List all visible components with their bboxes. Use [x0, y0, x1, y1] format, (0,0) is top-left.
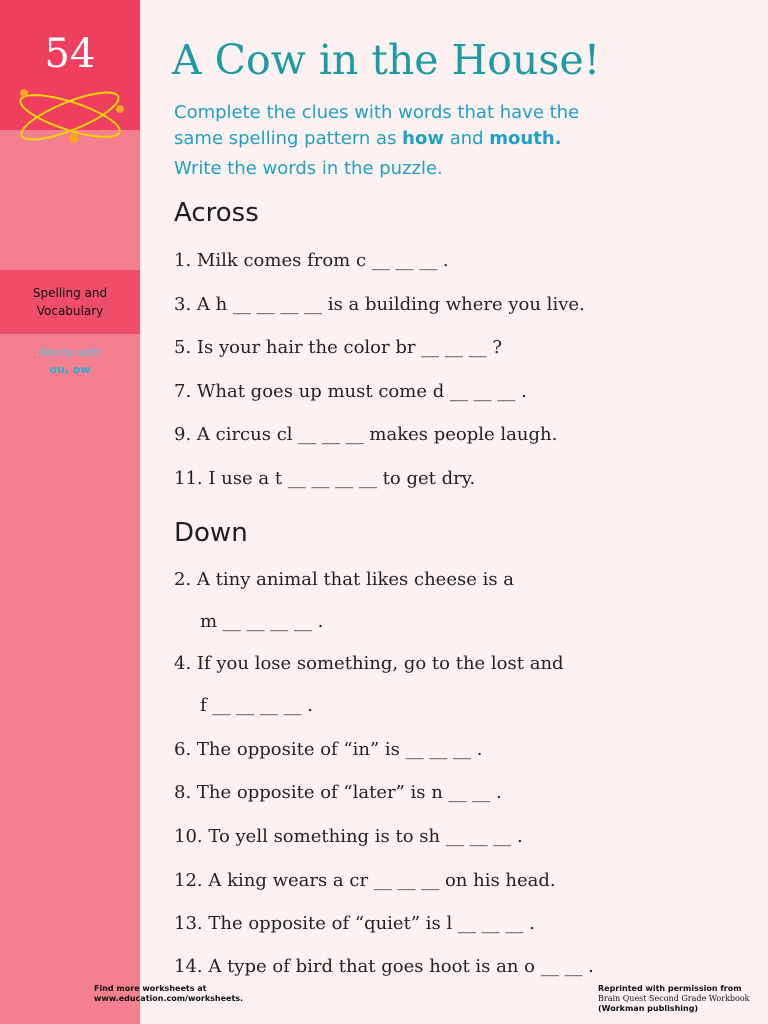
- footer-credit: Reprinted with permission from Brain Quest Second Grade Workbook (Workman publishing): [598, 984, 750, 1013]
- instructions-line-2: same spelling pattern as how and mouth.: [174, 128, 562, 149]
- instructions: [174, 100, 754, 182]
- across-clue: 7. What goes up must come d __ __ __ .: [174, 381, 527, 402]
- across-clue: 9. A circus cl __ __ __ makes people laugh.: [174, 424, 558, 445]
- across-clue: 11. I use a t __ __ __ __ to get dry.: [174, 468, 476, 489]
- instructions-line-1: Complete the clues with words that have the: [174, 102, 580, 123]
- down-clue-answer: f __ __ __ __ .: [200, 695, 313, 716]
- atom-orbit-icon: [10, 80, 130, 152]
- down-clue: 4. If you lose something, go to the lost and: [174, 653, 564, 674]
- across-clue: 1. Milk comes from c __ __ __ .: [174, 250, 449, 271]
- down-clue: 10. To yell something is to sh __ __ __ .: [174, 826, 523, 847]
- down-clue: 13. The opposite of “quiet” is l __ __ __ .: [174, 913, 535, 934]
- instructions-line-3: Write the words in the puzzle.: [174, 158, 443, 179]
- words-with-label: Words with: [39, 346, 101, 359]
- sidebar: [0, 0, 140, 1024]
- page-number: 54: [44, 31, 96, 77]
- down-clue-answer: m __ __ __ __ .: [200, 611, 324, 632]
- across-heading: Across: [174, 198, 259, 228]
- spelling-patterns: ou, ow: [49, 363, 91, 376]
- topic-subtitle: [0, 344, 140, 378]
- pattern-word-mouth: mouth.: [489, 128, 562, 149]
- topic-box: [0, 270, 140, 334]
- down-clue: 12. A king wears a cr __ __ __ on his head.: [174, 870, 556, 891]
- footer-worksheets-link[interactable]: Find more worksheets at www.education.com/worksheets.: [94, 984, 244, 1003]
- down-clue: 6. The opposite of “in” is __ __ __ .: [174, 739, 483, 760]
- topic-line-2: Vocabulary: [36, 304, 104, 318]
- down-clue: 2. A tiny animal that likes cheese is a: [174, 569, 515, 590]
- down-clue: 8. The opposite of “later” is n __ __ .: [174, 782, 502, 803]
- down-clue: 14. A type of bird that goes hoot is an o __ __ .: [174, 956, 594, 977]
- page-title: A Cow in the House!: [172, 36, 601, 84]
- across-clue: 3. A h __ __ __ __ is a building where you live.: [174, 294, 585, 315]
- down-heading: Down: [174, 518, 248, 548]
- topic-line-1: Spelling and: [32, 286, 108, 300]
- across-clue: 5. Is your hair the color br __ __ __ ?: [174, 337, 502, 358]
- pattern-word-how: how: [402, 128, 444, 149]
